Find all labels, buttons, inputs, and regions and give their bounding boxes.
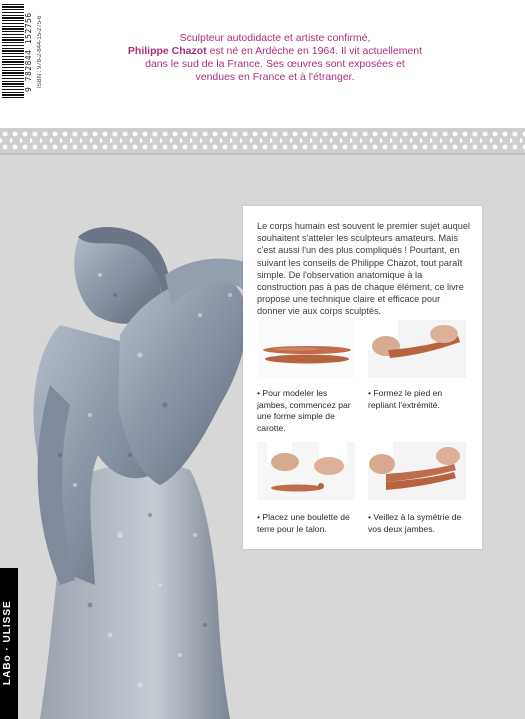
- barcode: [2, 4, 24, 100]
- chain-border: [0, 128, 525, 154]
- step-caption-2: • Formez le pied en repliant l'extrémité.: [368, 388, 443, 410]
- bio-line-1: Sculpteur autodidacte et artiste confirmé,: [179, 32, 371, 44]
- card-intro: Le corps humain est souvent le premier sujet auquel souhaitent s'atteler les sculpteurs amateurs. Mais c'est aussi l'un des plus compliqués ! Pourtant, en suivant les conseils de Philippe Chazot, tout paraît simple. De l'observation anatomique à la construction pas à pas de chaque élément, ce livre propose une technique claire et efficace pour donner vie aux corps sculptés.: [257, 221, 470, 317]
- isbn-text: ISBN : 978-2-844-15-275-6: [37, 15, 43, 89]
- step-caption-1: • Pour modeler les jambes, commencez par une forme simple de carotte.: [257, 388, 351, 433]
- author-bio: [125, 32, 425, 84]
- publisher-logo-text: LABo · ULISSE: [2, 600, 13, 686]
- step-photo-3: [257, 442, 355, 500]
- step-caption-3: • Placez une boulette de terre pour le talon.: [257, 512, 350, 534]
- author-name: Philippe Chazot: [127, 45, 207, 57]
- bio-rest: est né en Ardèche en 1964. Il vit actuellement dans le sud de la France. Ses œuvres sont exposées et vendues en France et à l'étranger.: [145, 45, 423, 83]
- step-photo-1: [257, 320, 355, 378]
- info-card: [243, 206, 482, 549]
- barcode-digits: 9 782844 152756: [24, 12, 33, 92]
- step-photo-2: [368, 320, 466, 378]
- step-caption-4: • Veillez à la symétrie de vos deux jambes.: [368, 512, 462, 534]
- step-photo-4: [368, 442, 466, 500]
